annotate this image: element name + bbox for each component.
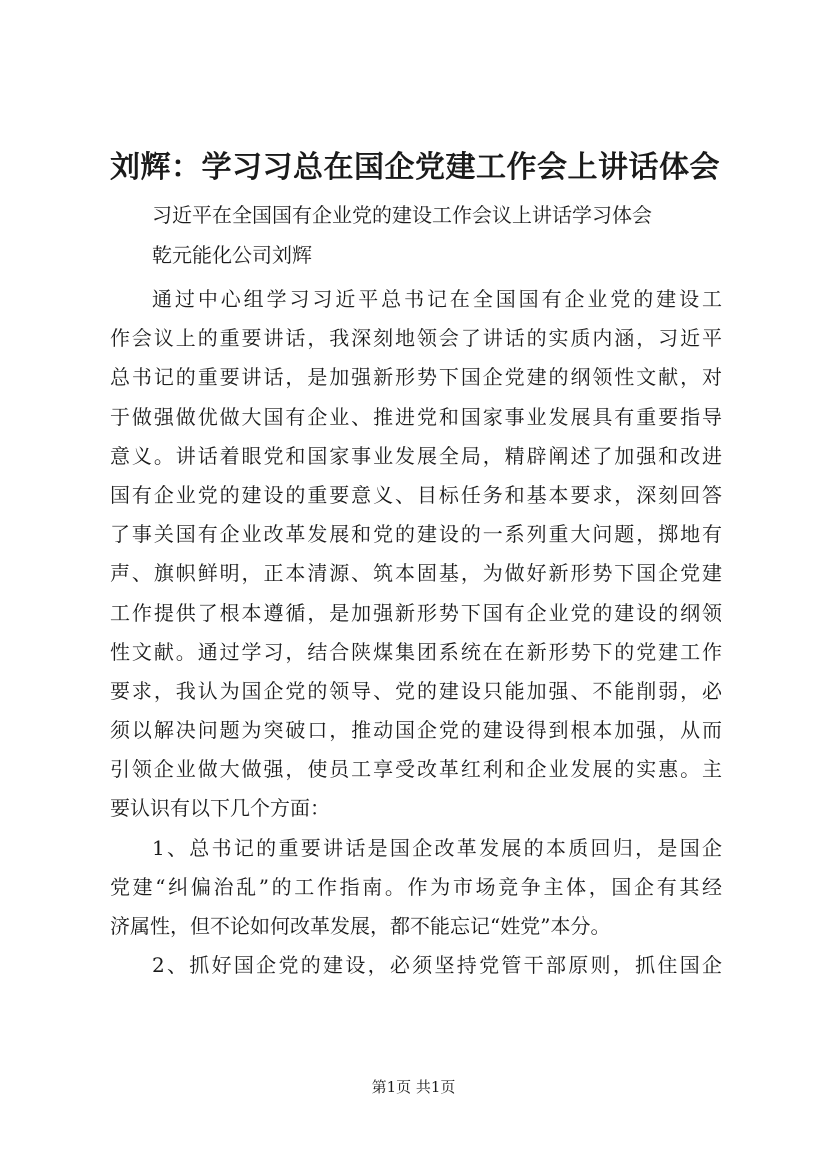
body-line: 了事关国有企业改革发展和党的建设的一系列重大问题，掷地有	[110, 522, 722, 547]
body-line: 引领企业做大做强，使员工享受改革红利和企业发展的实惠。主	[110, 757, 722, 782]
body-line: 性文献。通过学习，结合陕煤集团系统在在新形势下的党建工作	[110, 639, 722, 664]
document-author: 乾元能化公司刘辉	[152, 243, 312, 267]
page-number-footer: 第1页 共1页	[371, 1078, 456, 1096]
document-body	[110, 280, 722, 985]
body-line: 声、旗帜鲜明，正本清源、筑本固基，为做好新形势下国企党建	[110, 561, 722, 586]
body-line: 于做强做优做大国有企业、推进党和国家事业发展具有重要指导	[110, 404, 722, 429]
body-line: 须以解决问题为突破口，推动国企党的建设得到根本加强，从而	[110, 718, 722, 743]
body-line: 1、总书记的重要讲话是国企改革发展的本质回归，是国企	[152, 835, 722, 860]
body-line: 通过中心组学习习近平总书记在全国国有企业党的建设工	[152, 287, 722, 311]
body-line: 要求，我认为国企党的领导、党的建设只能加强、不能削弱，必	[110, 678, 722, 703]
body-line: 国有企业党的建设的重要意义、目标任务和基本要求，深刻回答	[110, 482, 722, 507]
body-line: 要认识有以下几个方面：	[110, 796, 330, 821]
body-line: 意义。讲话着眼党和国家事业发展全局，精辟阐述了加强和改进	[110, 443, 722, 468]
document-title: 刘辉：学习习总在国企党建工作会上讲话体会	[110, 150, 720, 185]
body-line: 总书记的重要讲话，是加强新形势下国企党建的纲领性文献，对	[110, 365, 722, 390]
body-line: 2、抓好国企党的建设，必须坚持党管干部原则，抓住国企	[152, 953, 722, 978]
body-line: 工作提供了根本遵循，是加强新形势下国有企业党的建设的纲领	[110, 600, 722, 625]
document-subtitle: 习近平在全国国有企业党的建设工作会议上讲话学习体会	[152, 203, 652, 227]
body-line: 作会议上的重要讲话，我深刻地领会了讲话的实质内涵，习近平	[110, 326, 722, 351]
body-line: 党建“纠偏治乱”的工作指南。作为市场竞争主体，国企有其经	[110, 874, 722, 899]
body-line: 济属性，但不论如何改革发展，都不能忘记“姓党”本分。	[110, 914, 611, 938]
